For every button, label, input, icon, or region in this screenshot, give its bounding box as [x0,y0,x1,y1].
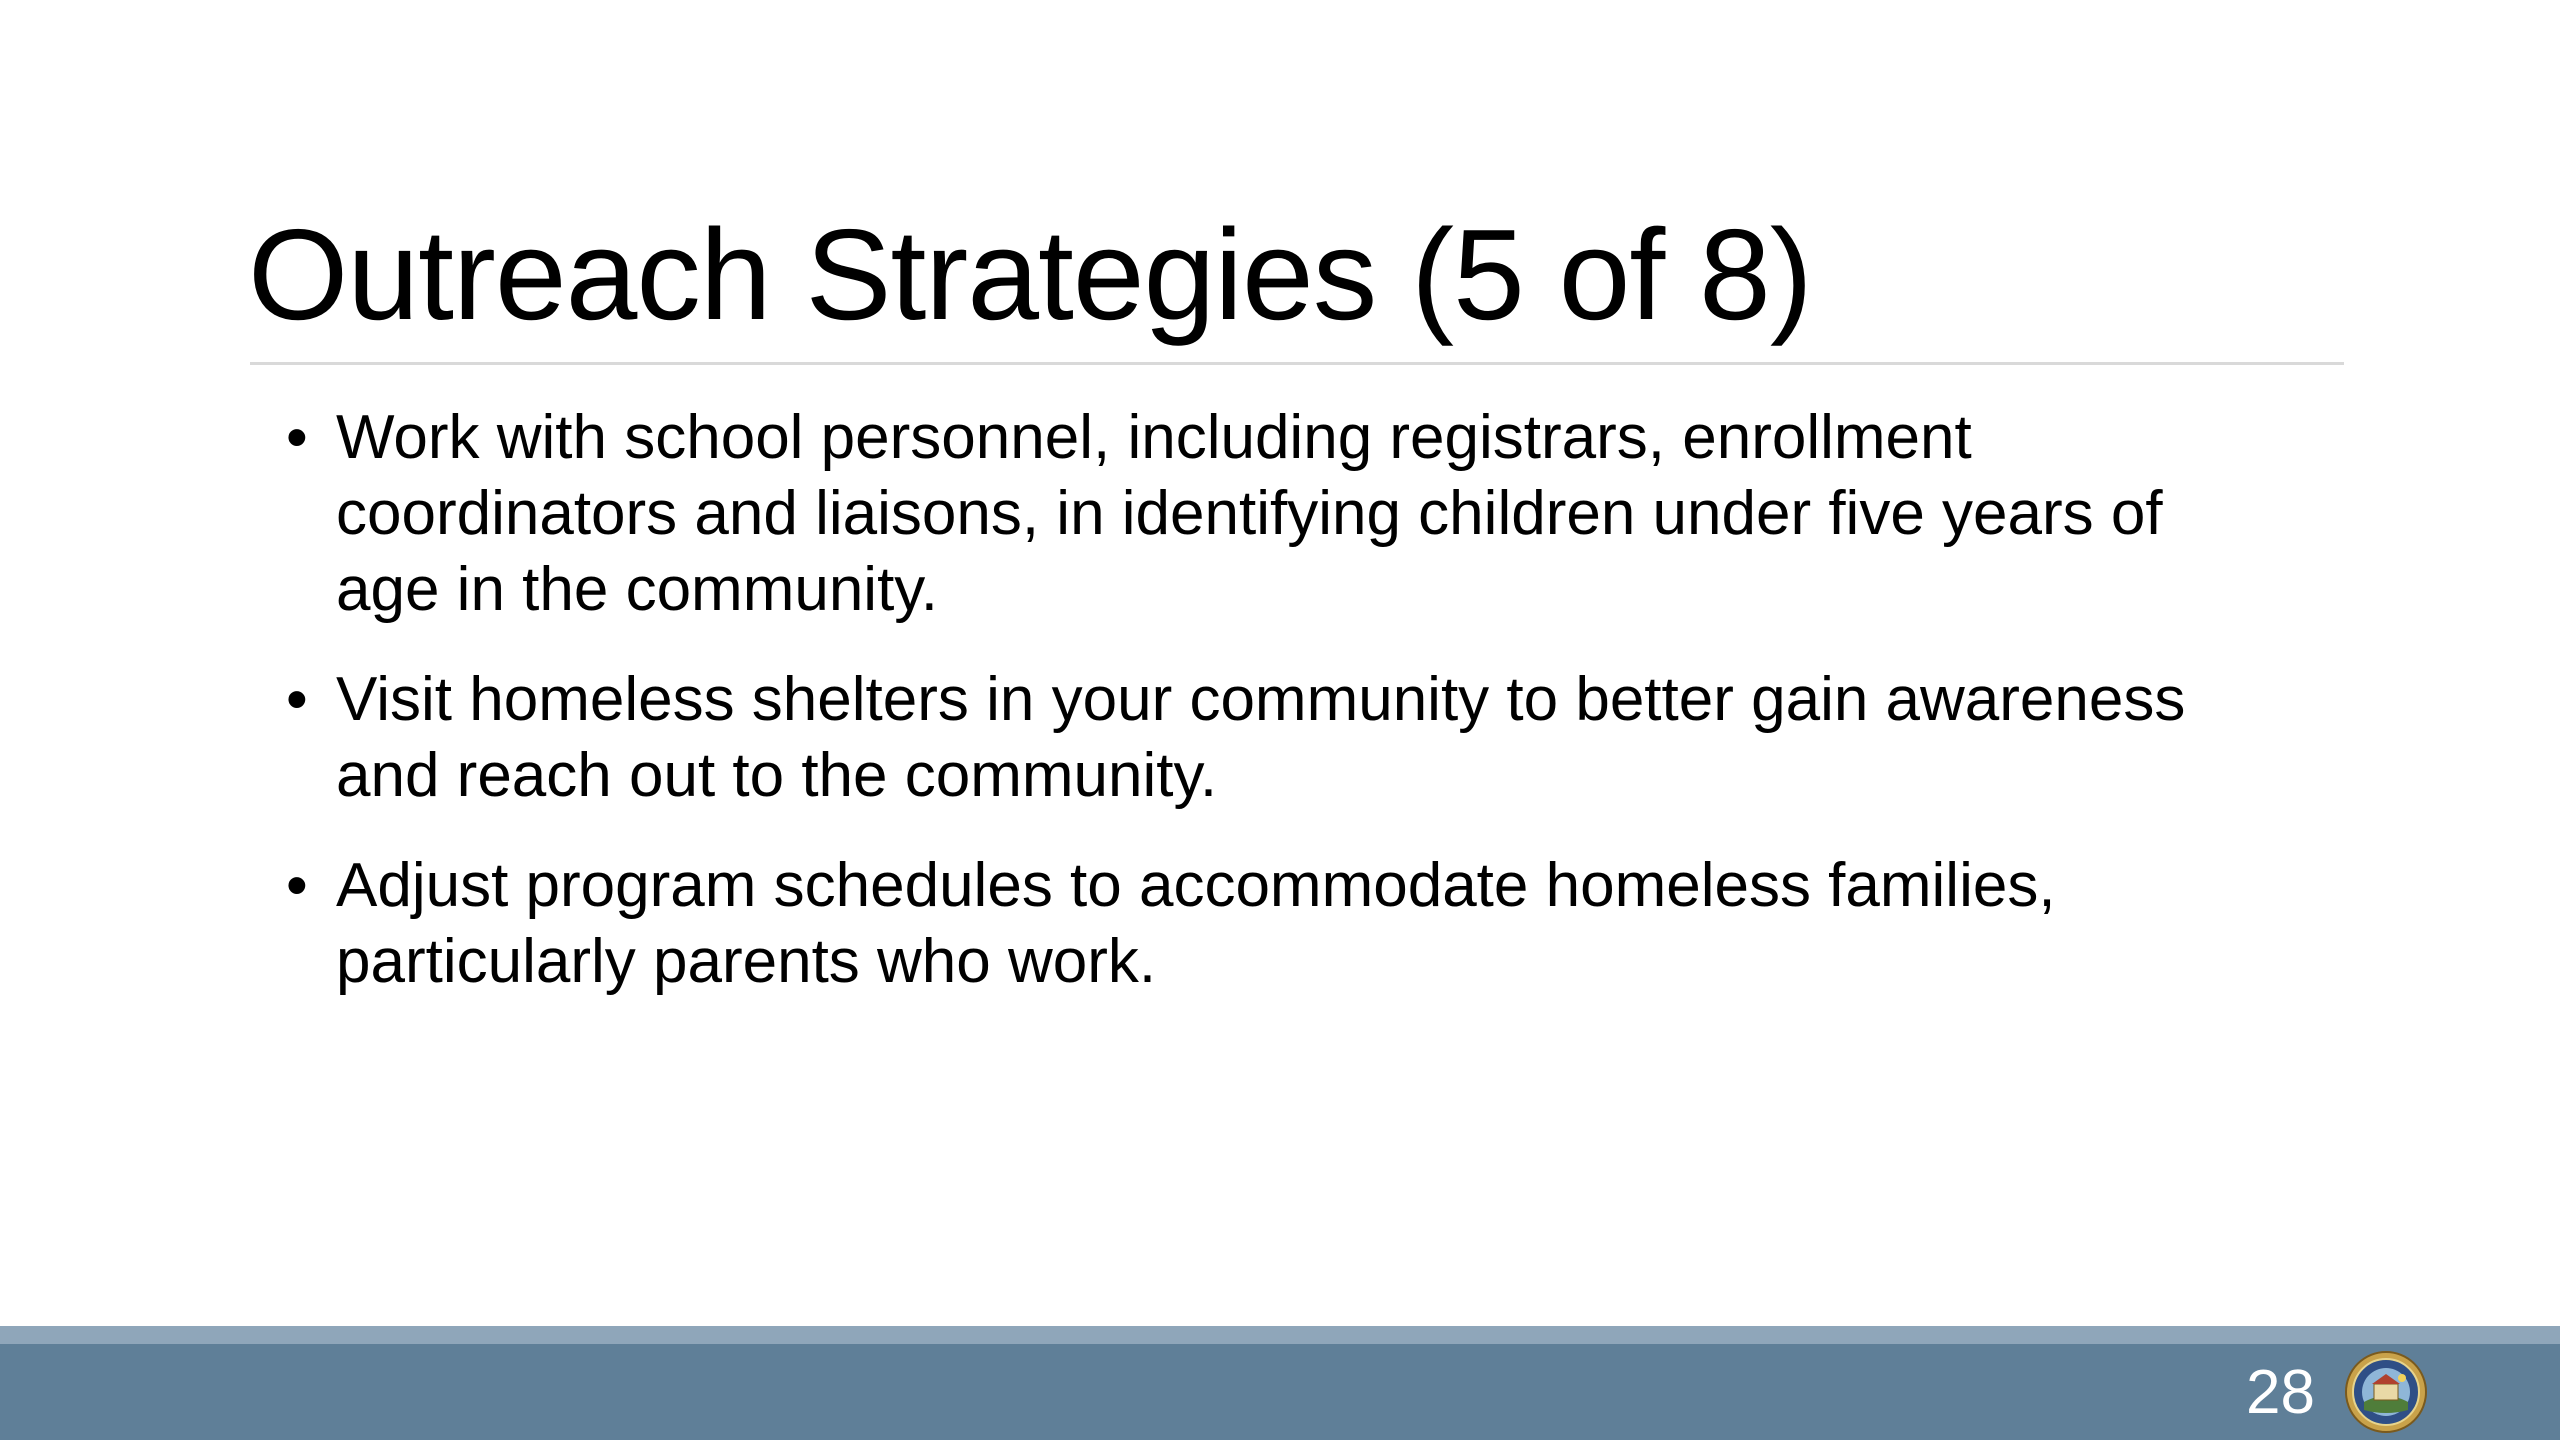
bullet-text-line: Adjust program schedules to accommodate homeless families, [336,851,2056,920]
bullet-text-line: coordinators and liaisons, in identifying children under five years of [336,479,2163,548]
bullet-list [286,400,2286,1034]
slide-title: Outreach Strategies (5 of 8) [248,203,1812,347]
footer-bar [0,1344,2560,1440]
footer-accent-stripe [0,1326,2560,1344]
bullet-marker: • [286,665,308,734]
bullet-text-line: Work with school personnel, including registrars, enrollment [336,403,1972,472]
bullet-text-line: particularly parents who work. [336,927,1157,996]
bullet-text-line: and reach out to the community. [336,741,1218,810]
bullet-text-line: Visit homeless shelters in your community to better gain awareness [336,665,2186,734]
bullet-text-line: age in the community. [336,555,938,624]
bullet-item [286,662,2286,814]
bullet-marker: • [286,403,308,472]
bullet-item [286,848,2286,1000]
bullet-marker: • [286,851,308,920]
bullet-item [286,400,2286,628]
state-seal-icon [2344,1350,2428,1434]
title-divider [250,362,2344,365]
page-number: 28 [2246,1358,2315,1427]
